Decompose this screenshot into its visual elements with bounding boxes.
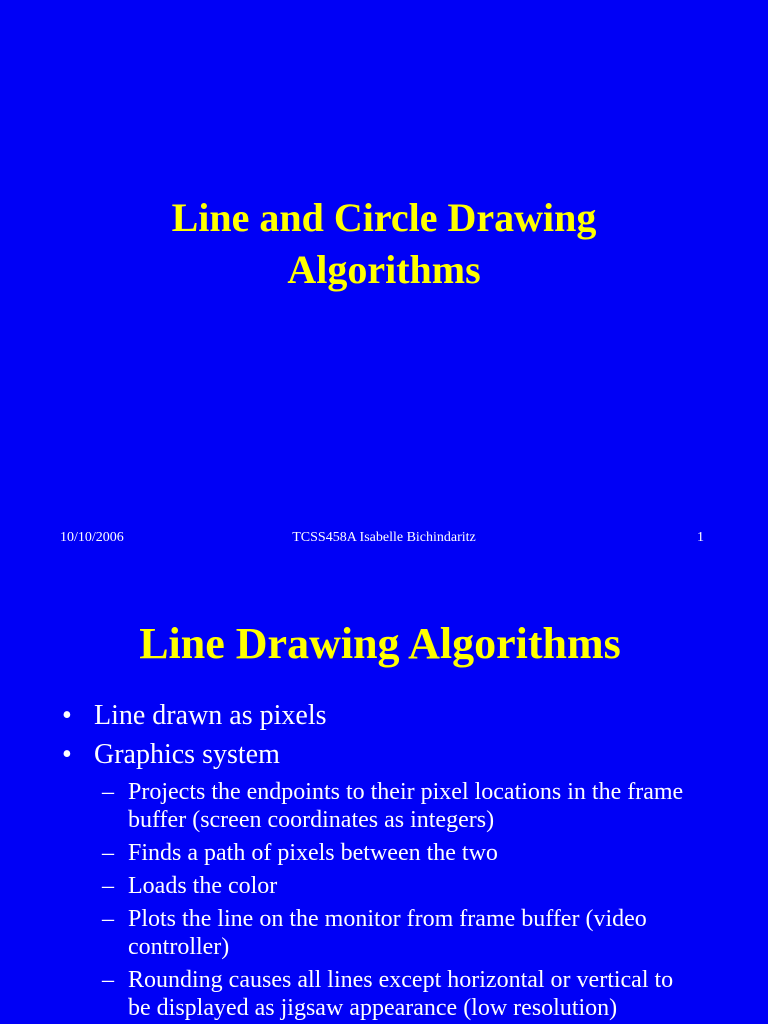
sub-bullet-text: Projects the endpoints to their pixel locations in the frame buffer (screen coordinates as integers) bbox=[128, 779, 684, 833]
bullet-text: Line drawn as pixels bbox=[94, 700, 327, 731]
slide-2 bbox=[0, 576, 768, 1024]
bullet-symbol: • bbox=[62, 739, 72, 770]
sub-bullet-list bbox=[0, 778, 768, 1022]
sub-bullet-text: Rounding causes all lines except horizontal or vertical to be displayed as jigsaw appearance (low resolution) bbox=[128, 967, 674, 1021]
dash-symbol: – bbox=[102, 873, 114, 899]
sub-bullet-item bbox=[0, 905, 768, 961]
dash-symbol: – bbox=[102, 906, 114, 932]
slide-1-title bbox=[0, 192, 768, 296]
slide-2-title: Line Drawing Algorithms bbox=[139, 619, 621, 668]
slide-1-title-line-2: Algorithms bbox=[287, 247, 481, 292]
dash-symbol: – bbox=[102, 967, 114, 993]
sub-bullet-item bbox=[0, 966, 768, 1022]
dash-symbol: – bbox=[102, 840, 114, 866]
bullet-item bbox=[0, 739, 768, 771]
sub-bullet-text: Finds a path of pixels between the two bbox=[128, 840, 498, 866]
bullet-text: Graphics system bbox=[94, 739, 280, 770]
slide-1-title-line-1: Line and Circle Drawing bbox=[171, 195, 597, 240]
footer-course: TCSS458A Isabelle Bichindaritz bbox=[292, 530, 476, 545]
footer-page-number: 1 bbox=[697, 530, 704, 545]
bullet-list bbox=[0, 700, 768, 1024]
sub-bullet-item bbox=[0, 839, 768, 867]
sub-bullet-text: Plots the line on the monitor from frame buffer (video controller) bbox=[128, 906, 647, 960]
sub-bullet-text: Loads the color bbox=[128, 873, 278, 899]
sub-bullet-group bbox=[0, 778, 768, 1022]
bullet-item bbox=[0, 700, 768, 732]
sub-bullet-item bbox=[0, 778, 768, 834]
footer-date: 10/10/2006 bbox=[60, 530, 124, 545]
dash-symbol: – bbox=[102, 779, 114, 805]
sub-bullet-item bbox=[0, 872, 768, 900]
bullet-symbol: • bbox=[62, 700, 72, 731]
